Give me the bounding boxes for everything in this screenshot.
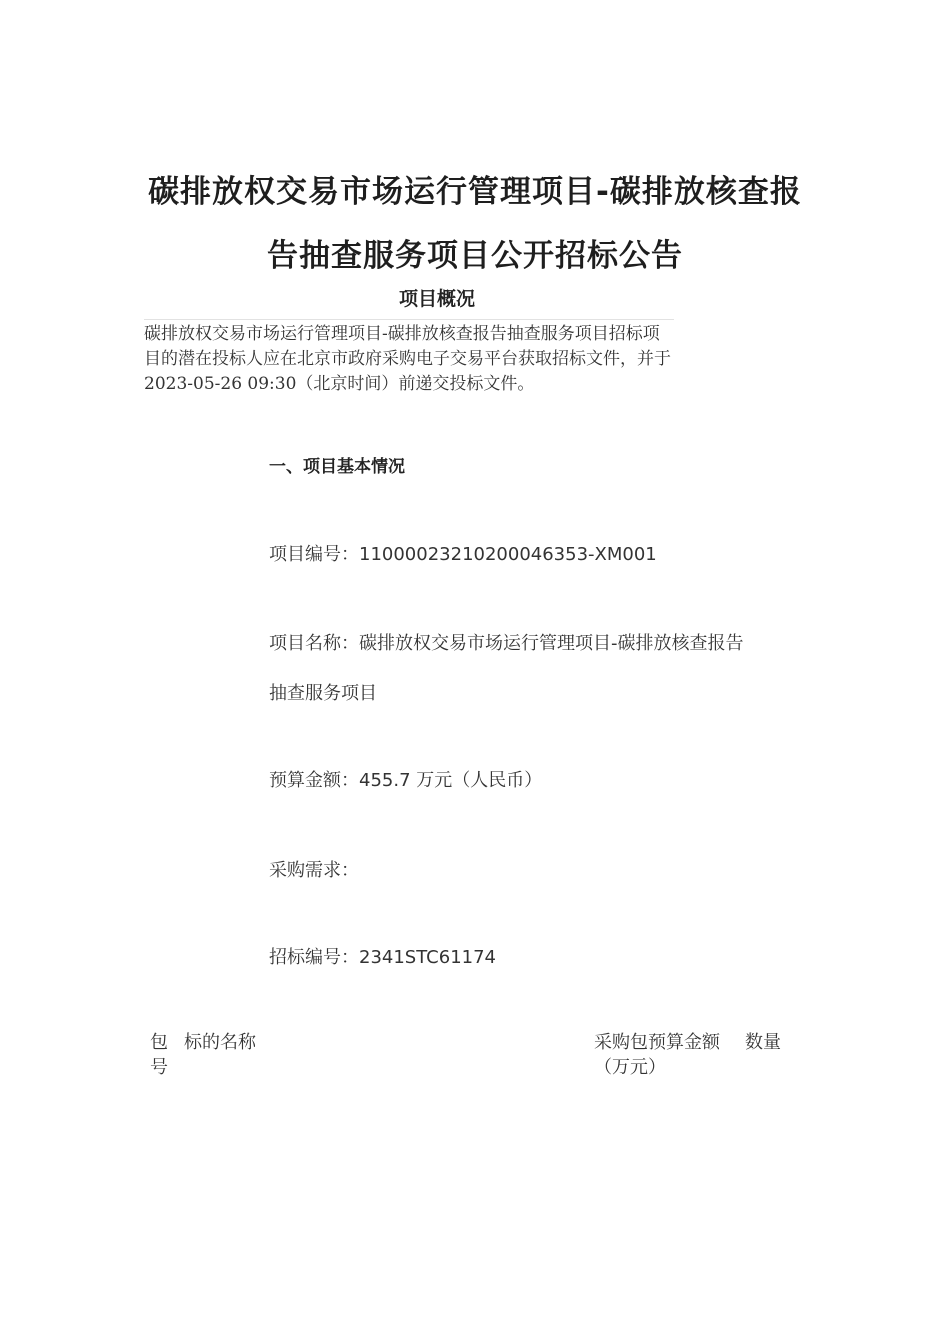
project-name-line-1: 项目名称：碳排放权交易市场运行管理项目-碳排放核查报告 [269,633,744,654]
header-package-no: 包号 [150,1032,168,1078]
project-number: 项目编号：11000023210200046353-XM001 [269,544,657,565]
document-title-line-1: 碳排放权交易市场运行管理项目-碳排放核查报 [148,174,802,210]
bid-number: 招标编号：2341STC61174 [269,947,497,968]
overview-text: 碳排放权交易市场运行管理项目-碳排放核查报告抽查服务项目招标项目的潜在投标人应在北京市政府采购电子交易平台获取招标文件，并于2023-05-26 09:30（北京时间）前递交投标文件。 [144,324,671,394]
project-name-line-2: 抽查服务项目 [269,683,377,704]
header-quantity: 数量 [745,1032,781,1053]
header-item-name: 标的名称 [184,1032,256,1053]
document-title-line-2: 告抽查服务项目公开招标公告 [267,238,683,274]
document-title [130,160,820,288]
header-package-budget: 采购包预算金额（万元） [594,1032,720,1078]
overview-divider [144,319,674,320]
budget-amount: 预算金额：455.7 万元（人民币） [269,770,543,791]
procurement-demand: 采购需求： [269,860,359,881]
section-heading-basic-info: 一、项目基本情况 [269,457,405,477]
overview-heading: 项目概况 [398,288,475,310]
